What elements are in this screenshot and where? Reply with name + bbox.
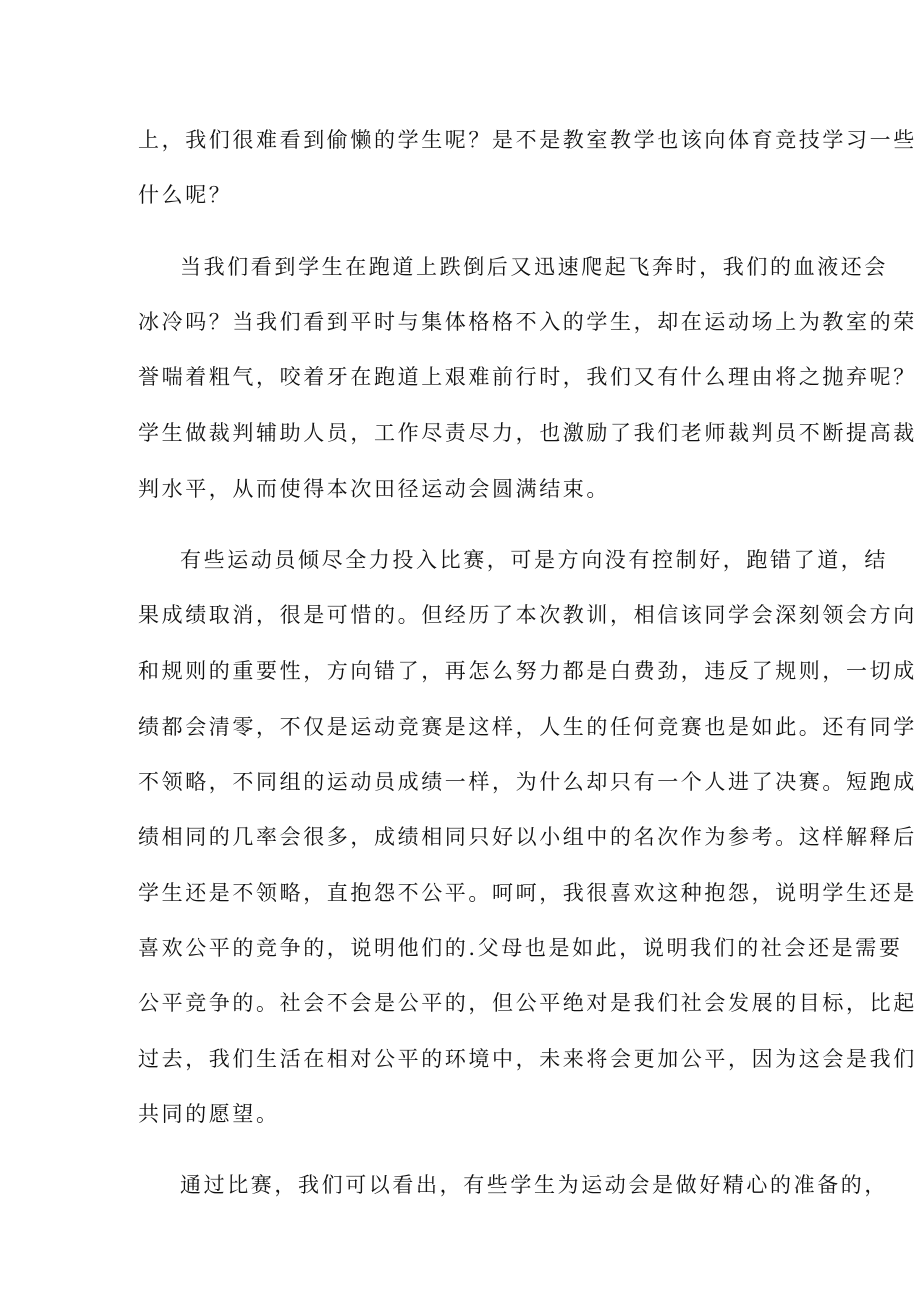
text-line: 和规则的重要性，方向错了，再怎么努力都是白费劲，违反了规则，一切成 bbox=[138, 659, 917, 683]
text-line: 公平竞争的。社会不会是公平的，但公平绝对是我们社会发展的目标，比起 bbox=[138, 991, 917, 1015]
text-line: 共同的愿望。 bbox=[138, 1102, 280, 1126]
text-line: 喜欢公平的竞争的，说明他们的.父母也是如此，说明我们的社会还是需要 bbox=[138, 936, 903, 960]
text-line: 上，我们很难看到偷懒的学生呢？是不是教室教学也该向体育竞技学习一些 bbox=[138, 128, 917, 152]
text-line: 绩都会清零，不仅是运动竞赛是这样，人生的任何竞赛也是如此。还有同学 bbox=[138, 715, 917, 739]
text-line: 不领略，不同组的运动员成绩一样，为什么却只有一个人进了决赛。短跑成 bbox=[138, 770, 917, 794]
text-line: 绩相同的几率会很多，成绩相同只好以小组中的名次作为参考。这样解释后 bbox=[138, 825, 917, 849]
text-line: 过去，我们生活在相对公平的环境中，未来将会更加公平，因为这会是我们 bbox=[138, 1047, 917, 1071]
text-line: 有些运动员倾尽全力投入比赛，可是方向没有控制好，跑错了道，结 bbox=[180, 548, 888, 572]
text-line: 判水平，从而使得本次田径运动会圆满结束。 bbox=[138, 477, 610, 501]
text-line: 果成绩取消，很是可惜的。但经历了本次教训，相信该同学会深刻领会方向 bbox=[138, 603, 917, 627]
text-line: 学生做裁判辅助人员，工作尽责尽力，也激励了我们老师裁判员不断提高裁 bbox=[138, 421, 917, 445]
text-line: 学生还是不领略，直抱怨不公平。呵呵，我很喜欢这种抱怨，说明学生还是 bbox=[138, 881, 917, 905]
text-line: 冰冷吗？当我们看到平时与集体格格不入的学生，却在运动场上为教室的荣 bbox=[138, 310, 917, 334]
text-line: 通过比赛，我们可以看出，有些学生为运动会是做好精心的准备的， bbox=[180, 1173, 888, 1197]
text-line: 当我们看到学生在跑道上跌倒后又迅速爬起飞奔时，我们的血液还会 bbox=[180, 255, 888, 279]
text-line: 誉喘着粗气，咬着牙在跑道上艰难前行时，我们又有什么理由将之抛弃呢？ bbox=[138, 365, 917, 389]
text-line: 什么呢？ bbox=[138, 183, 233, 207]
